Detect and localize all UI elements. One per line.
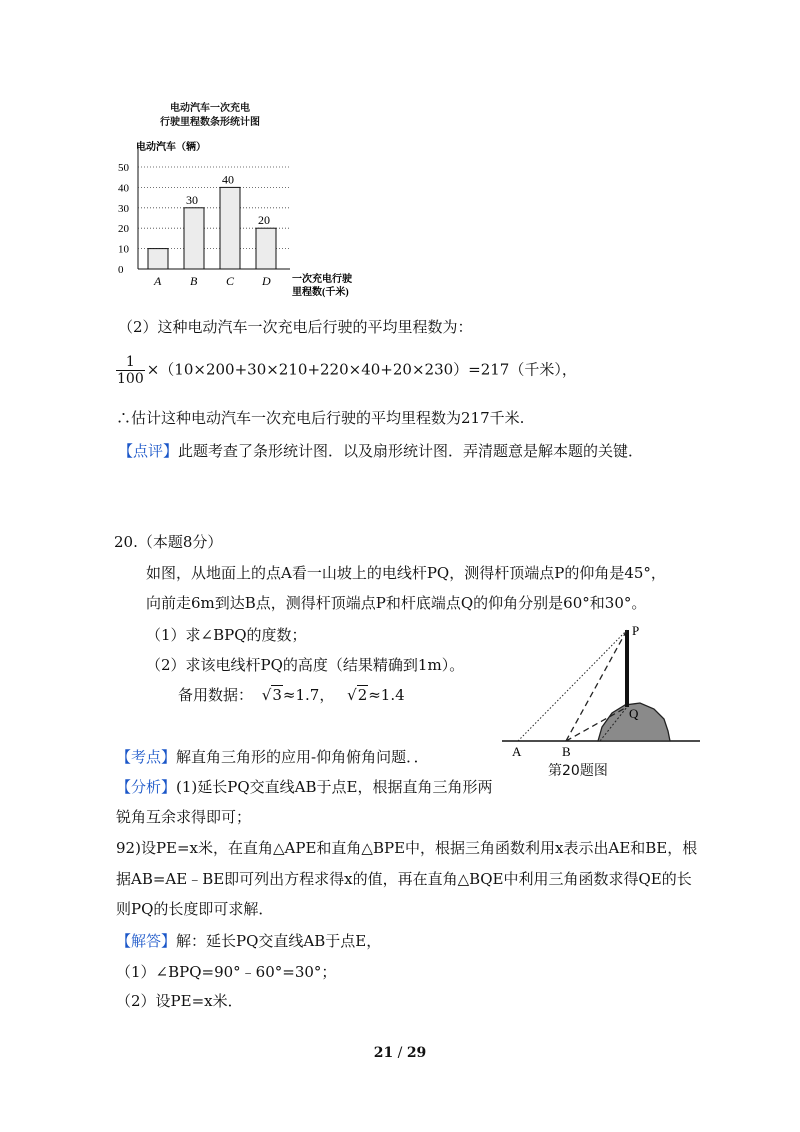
figure-caption: 第20题图 [548, 763, 608, 779]
q20-sub1: （1）求∠BPQ的度数； [146, 626, 307, 644]
x-tick-label: D [262, 274, 271, 288]
review-text: 此题考查了条形统计图．以及扇形统计图．弄清题意是解本题的关键． [178, 442, 644, 460]
label-q: Q [629, 706, 639, 721]
fenxi-text4: 据AB=AE﹣BE即可列出方程求得x的值，再在直角△BQE中利用三角函数求得QE的长 [116, 870, 692, 888]
page-number [0, 1045, 800, 1061]
q19-part2-intro: （2）这种电动汽车一次充电后行驶的平均里程数为： [118, 318, 473, 336]
y-tick-label: 10 [118, 243, 129, 256]
fenxi-line1 [116, 776, 492, 798]
q20-line2: 向前走6m到达B点，测得杆顶端点P和杆底端点Q的仰角分别是60°和30°。 [146, 594, 647, 612]
page-separator: / [393, 1045, 407, 1061]
kaodian-text: 解直角三角形的应用-仰角俯角问题．． [176, 748, 429, 766]
chart-title [140, 102, 280, 130]
jieda-text: 解：延长PQ交直线AB于点E， [176, 932, 382, 950]
bar-chart [100, 130, 390, 305]
bar-data-label: 40 [222, 172, 234, 187]
y-tick-label: 30 [118, 202, 129, 215]
kaodian-tag: 【考点】 [116, 748, 177, 766]
sqrt3-value: ≈1.7， [282, 686, 335, 704]
bar [184, 208, 204, 269]
x-tick-label: C [226, 274, 235, 288]
x-tick-label: A [154, 274, 162, 288]
fraction-denominator: 100 [117, 371, 144, 387]
q19-conclusion: ∴估计这种电动汽车一次充电后行驶的平均里程数为217千米. [116, 409, 525, 427]
sqrt2-radicand: 2 [357, 686, 368, 704]
page-total: 29 [406, 1045, 427, 1061]
jieda-tag: 【解答】 [116, 932, 177, 950]
x-tick-label: B [190, 274, 198, 288]
label-b: B [562, 744, 571, 759]
y-tick-label: 0 [118, 264, 124, 276]
q19-formula: ×（10×200+30×210+220×40+20×230）=217（千米）， [146, 360, 577, 379]
sqrt3-expr: √3 [261, 686, 282, 704]
bar [148, 249, 168, 269]
sqrt2-expr: √2 [347, 686, 368, 704]
fraction-numerator: 1 [116, 354, 145, 371]
fenxi-tag: 【分析】 [116, 778, 177, 796]
jieda-line [116, 930, 381, 952]
fraction [116, 354, 145, 387]
chart-title-line1: 电动汽车一次充电 [170, 103, 250, 114]
review-tag: 【点评】 [118, 442, 179, 460]
label-p: P [632, 623, 640, 638]
y-tick-label: 40 [118, 182, 129, 195]
y-axis-title: 电动汽车（辆） [136, 142, 206, 153]
sqrt2-value: ≈1.4 [368, 686, 405, 704]
x-axis-title-line2: 里程数(千米) [292, 287, 349, 298]
y-tick-label: 50 [118, 162, 129, 174]
chart-title-line2: 行驶里程数条形统计图 [160, 117, 260, 128]
q19-formula-line [116, 354, 577, 387]
fenxi-text5: 则PQ的长度即可求解． [116, 900, 274, 918]
sqrt3-radicand: 3 [272, 686, 282, 704]
q20-header: 20.（本题8分） [114, 533, 223, 551]
fenxi-text2: 锐角互余求得即可； [116, 808, 252, 826]
fenxi-text1: (1)延长PQ交直线AB于点E，根据直角三角形两 [176, 778, 493, 796]
page-current: 21 [373, 1045, 394, 1061]
q20-sub2: （2）求该电线杆PQ的高度（结果精确到1m）。 [146, 656, 465, 674]
bar [220, 187, 240, 269]
reference-label: 备用数据： [178, 686, 254, 704]
q20-reference-data [178, 684, 405, 706]
y-tick-label: 20 [118, 223, 129, 236]
x-axis-title-line1: 一次充电行驶 [292, 274, 352, 285]
answer-part1: （1）∠BPQ=90°﹣60°=30°； [116, 963, 337, 981]
q20-line1: 如图，从地面上的点A看一山坡上的电线杆PQ，测得杆顶端点P的仰角是45°， [146, 564, 666, 582]
q19-review [118, 440, 643, 462]
bar-data-label: 30 [186, 192, 198, 207]
answer-part2: （2）设PE=x米． [116, 992, 243, 1010]
bar-data-label: 20 [258, 213, 270, 228]
label-a: A [512, 744, 522, 759]
bar [256, 228, 276, 269]
fenxi-text3: 92)设PE=x米，在直角△APE和直角△BPE中，根据三角函数利用x表示出AE和BE，根 [116, 839, 698, 857]
kaodian-line [116, 746, 429, 768]
